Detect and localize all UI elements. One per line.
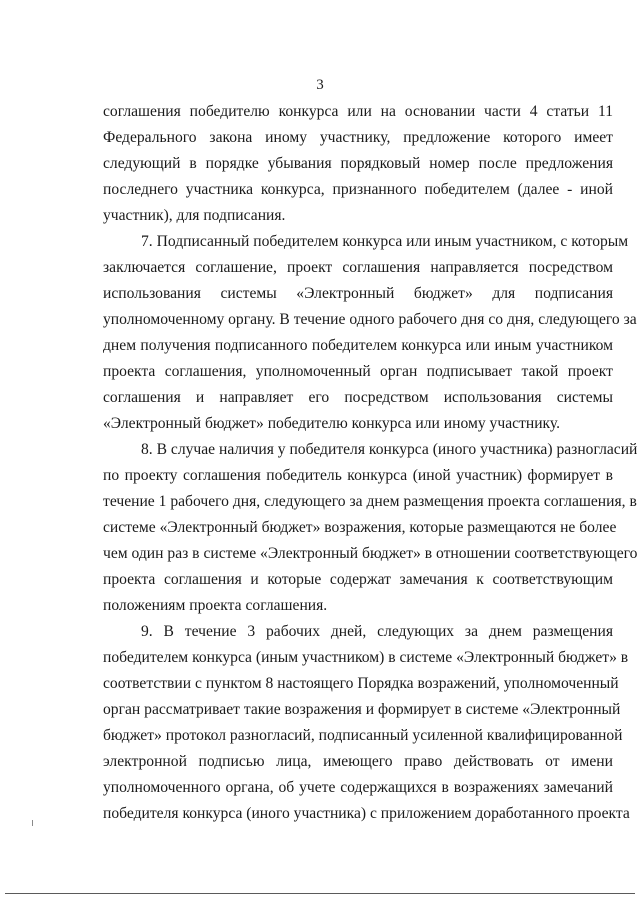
text-line: проекта соглашения, уполномоченный орган подписывает такой проект [103,363,613,380]
text-line: соответствии с пунктом 8 настоящего Порядка возражений, уполномоченный [103,675,619,692]
text-line: заключается соглашение, проект соглашения направляется посредством [103,259,613,276]
text-line: использования системы «Электронный бюджет» для подписания [103,285,613,302]
text-line: «Электронный бюджет» победителю конкурса или иному участнику. [103,415,561,432]
paragraph-8-first-line: 8. В случае наличия у победителя конкурса (иного участника) разногласий [141,441,638,458]
text-line: соглашения победителю конкурса или на основании части 4 статьи 11 [103,103,613,120]
text-line: следующий в порядке убывания порядковый номер после предложения [103,155,613,172]
paragraph-7-first-line: 7. Подписанный победителем конкурса или иным участником, с которым [141,233,629,250]
text-line: системе «Электронный бюджет» возражения, которые размещаются не более [103,519,617,536]
text-line: уполномоченному органу. В течение одного рабочего дня со дня, следующего за [103,311,637,328]
text-line: течение 1 рабочего дня, следующего за днем размещения проекта соглашения, в [103,493,637,510]
text-line: победителем конкурса (иным участником) в системе «Электронный бюджет» в [103,649,629,666]
text-line: по проекту соглашения победитель конкурса (иной участник) формирует в [103,467,613,484]
text-line: орган рассматривает такие возражения и формирует в системе «Электронный [103,701,621,718]
scan-mark [32,820,33,826]
text-line: днем получения подписанного победителем конкурса или иным участником [103,337,613,354]
page-number: 3 [316,77,324,93]
text-line: положениям проекта соглашения. [103,597,328,614]
text-line: участник), для подписания. [103,207,286,224]
text-line: уполномоченного органа, об учете содержащихся в возражениях замечаний [103,779,613,796]
text-line: соглашения и направляет его посредством использования системы [103,389,613,406]
paragraph-9-first-line: 9. В течение 3 рабочих дней, следующих за днем размещения [141,623,613,640]
text-line: проекта соглашения и которые содержат замечания к соответствующим [103,571,613,588]
bottom-divider [5,893,635,894]
text-line: бюджет» протокол разногласий, подписанный усиленной квалифицированной [103,727,623,744]
text-line: Федерального закона иному участнику, предложение которого имеет [103,129,613,146]
text-line: победителя конкурса (иного участника) с приложением доработанного проекта [103,805,630,822]
text-line: электронной подписью лица, имеющего право действовать от имени [103,753,613,770]
text-line: последнего участника конкурса, признанного победителем (далее - иной [103,181,613,198]
text-line: чем один раз в системе «Электронный бюджет» в отношении соответствующего [103,545,638,562]
